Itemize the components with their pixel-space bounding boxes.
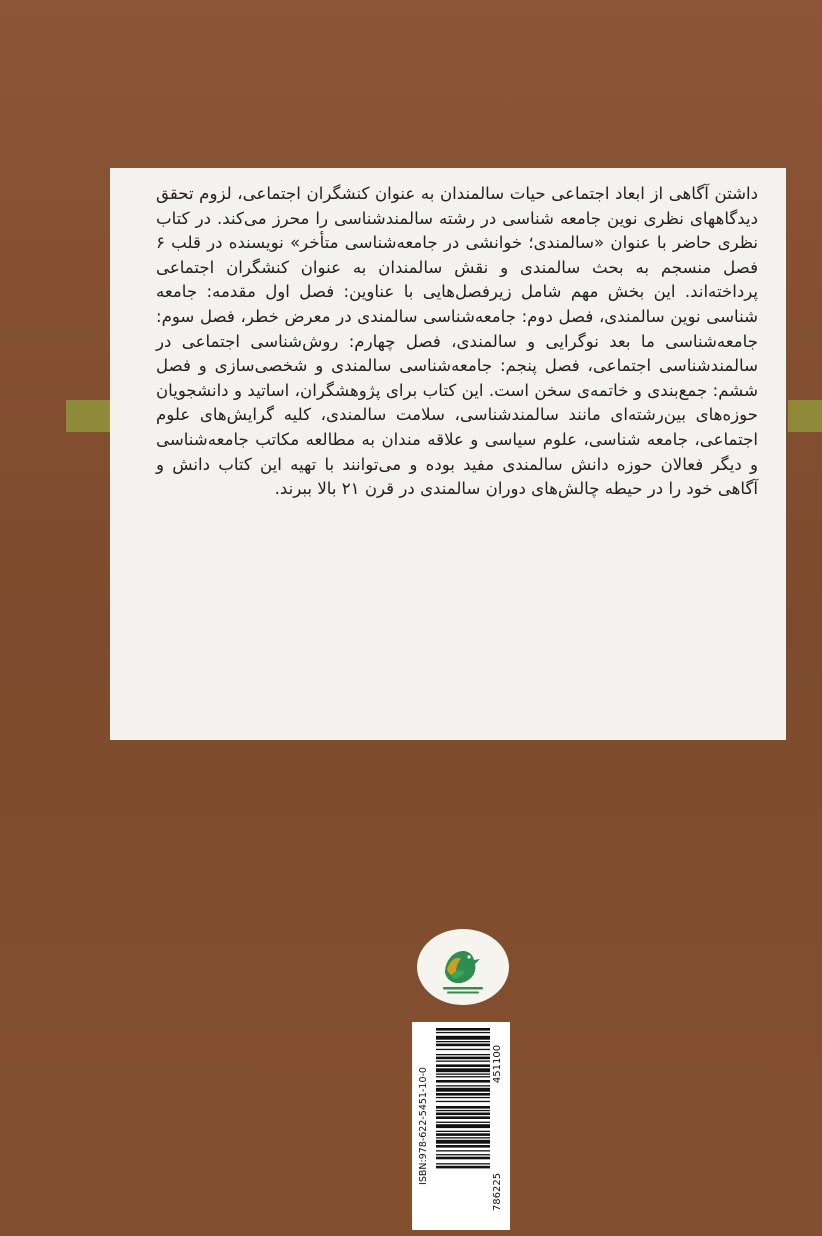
barcode-bar xyxy=(436,1093,490,1096)
barcode-bar xyxy=(436,1088,490,1092)
barcode-bar xyxy=(436,1145,490,1148)
isbn-label: ISBN:978-622-5451-10-0 xyxy=(418,1067,429,1185)
barcode-bar xyxy=(436,1106,490,1109)
barcode-bar xyxy=(436,1080,490,1083)
barcode-bar xyxy=(436,1122,490,1123)
barcode-bar xyxy=(436,1116,490,1119)
barcode-bar xyxy=(436,1076,490,1077)
barcode-bar xyxy=(436,1133,490,1136)
barcode-graphic xyxy=(412,1022,510,1230)
barcode-bar xyxy=(436,1049,490,1050)
barcode-bar xyxy=(436,1110,490,1111)
barcode-bar xyxy=(436,1097,490,1098)
barcode-bar xyxy=(436,1150,490,1151)
barcode-bar xyxy=(436,1131,490,1132)
barcode-bar xyxy=(436,1163,490,1164)
barcode-bar xyxy=(436,1044,490,1047)
barcode-bar xyxy=(436,1074,490,1075)
barcode-bar xyxy=(436,1057,490,1060)
barcode-digits-top: 451100 xyxy=(492,1044,503,1084)
barcode-bar xyxy=(436,1064,490,1067)
publisher-logo xyxy=(417,929,509,1005)
barcode-bar xyxy=(436,1061,490,1062)
blurb-text: داشتن آگاهی از ابعاد اجتماعی حیات سالمندان به عنوان کنشگران اجتماعی، لزوم تحقق دیدگاههای نظری نوین جامعه شناسی در رشته سالمندشناسی را محرز می‌کند. در کتاب نظری حاضر با عنوان «سالمندی؛ خوانشی در جامعه‌شناسی متأخر» نویسنده در قلب ۶ فصل منسجم به بحث سالمندی و نقش سالمندان به عنوان کنشگران اجتماعی پرداخته‌اند. این بخش مهم شامل زیرفصل‌هایی با عناوین: فصل اول مقدمه: جامعه شناسی نوین سالمندی، فصل دوم: جامعه‌شناسی سالمندی در معرض خطر، فصل سوم: جامعه‌شناسی ما بعد نوگرایی و سالمندی، فصل چهارم: روش‌شناسی اجتماعی در سالمندشناسی اجتماعی، فصل پنجم: جامعه‌شناسی سالمندی و شخصی‌سازی و فصل ششم: جمع‌بندی و خاتمه‌ی سخن است. این کتاب برای پژوهشگران، اساتید و دانشجویان حوزه‌های بین‌رشته‌ای مانند سالمندشناسی، سلامت سالمندی، کلیه گرایش‌های علوم اجتماعی، جامعه شناسی، علوم سیاسی و علاقه مندان به مطالعه مکاتب جامعه‌شناسی و دیگر فعالان حوزه دانش سالمندی مفید بوده و می‌توانند با تهیه این کتاب دانش و آگاهی خود را در حیطه چالش‌های دوران سالمندی در قرن ۲۱ بالا ببرند. xyxy=(156,184,758,499)
blurb-panel xyxy=(110,168,786,740)
barcode-bar xyxy=(436,1028,490,1031)
barcode-bar xyxy=(436,1068,490,1072)
barcode-bars xyxy=(436,1028,490,1168)
barcode-bar xyxy=(436,1166,490,1169)
barcode-bar xyxy=(436,1113,490,1116)
barcode-bar xyxy=(436,1124,490,1128)
barcode-bar xyxy=(436,1032,490,1033)
accent-tab-right xyxy=(788,400,822,432)
barcode-digits-bottom: 786225 xyxy=(492,1172,503,1212)
barcode-bar xyxy=(436,1101,490,1102)
isbn-barcode xyxy=(412,1022,510,1230)
barcode-bar xyxy=(436,1154,490,1155)
barcode-bar xyxy=(436,1137,490,1138)
barcode-bar xyxy=(436,1157,490,1160)
barcode-bar xyxy=(436,1085,490,1086)
bird-logo-icon xyxy=(417,929,509,1005)
barcode-bar xyxy=(436,1036,490,1040)
barcode-bar xyxy=(436,1041,490,1042)
barcode-bar xyxy=(436,1140,490,1144)
barcode-bar xyxy=(436,1054,490,1055)
